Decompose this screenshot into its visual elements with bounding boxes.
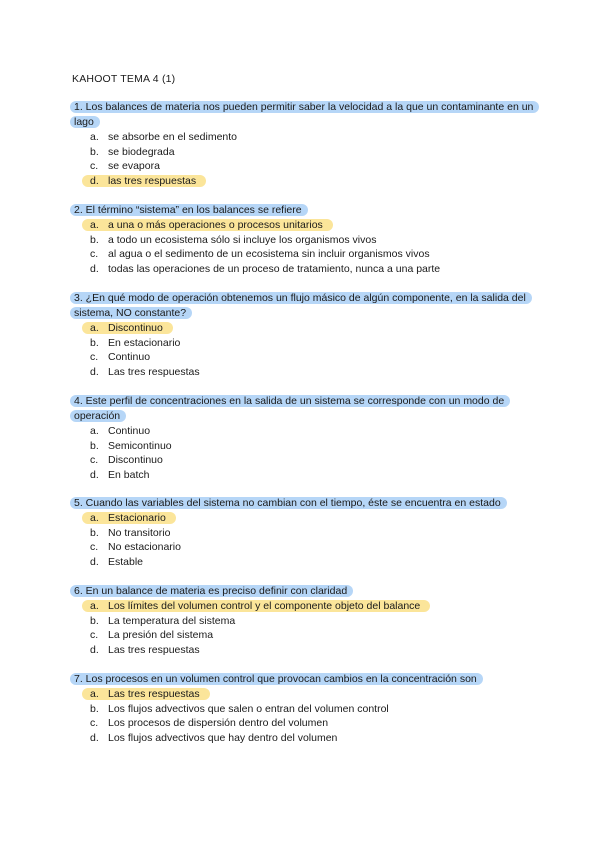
option-d: d. En batch [90,468,150,481]
question-text: 3. ¿En qué modo de operación obtenemos un flujo másico de algún componente, en la salida del sistema, NO constante? [70,292,532,319]
option-b: b. se biodegrada [90,145,175,158]
option-d: d. Los flujos advectivos que hay dentro del volumen [90,731,338,744]
question-text: 4. Este perfil de concentraciones en la salida de un sistema se corresponde con un modo de operación [70,395,510,422]
option-c: c. La presión del sistema [90,629,214,642]
option-b: b. Semicontinuo [90,439,172,452]
question-2 [66,203,536,276]
option-a: a. Continuo [90,425,151,437]
option-list [66,218,536,276]
option-a-correct: a. Los límites del volumen control y el componente objeto del balance [66,599,536,614]
option-a: a. se absorbe en el sedimento [90,131,237,143]
question-1 [66,100,536,188]
question-5 [66,496,536,569]
option-d: d. Estable [90,555,144,568]
option-d-correct: d. las tres respuestas [66,174,536,189]
option-a-correct: a. Discontinuo [66,321,536,336]
option-c: c. se evapora [90,160,160,173]
option-list [66,511,536,569]
option-a-correct: a. a una o más operaciones o procesos unitarios [66,218,536,233]
option-b: b. En estacionario [90,336,181,349]
question-7 [66,672,536,745]
option-list [66,321,536,379]
option-d: d. Las tres respuestas [90,365,200,378]
option-b: b. Los flujos advectivos que salen o entran del volumen control [90,702,389,715]
option-a-correct: a. Estacionario [66,511,536,526]
option-d: d. Las tres respuestas [90,643,200,656]
option-c: c. Discontinuo [90,454,163,467]
question-text: 1. Los balances de materia nos pueden permitir saber la velocidad a la que un contaminante en un lago [70,101,539,128]
option-b: b. a todo un ecosistema sólo si incluye los organismos vivos [90,233,377,246]
question-text: 5. Cuando las variables del sistema no cambian con el tiempo, éste se encuentra en estado [70,497,507,509]
option-c: c. Los procesos de dispersión dentro del volumen [90,717,329,730]
page-title: KAHOOT TEMA 4 (1) [72,73,176,85]
option-d: d. todas las operaciones de un proceso de tratamiento, nunca a una parte [90,262,441,275]
question-3 [66,291,536,379]
option-list [66,424,536,482]
option-list [66,599,536,657]
question-4 [66,394,536,482]
question-text: 2. El término “sistema” en los balances se refiere [70,204,308,216]
option-list [66,130,536,188]
option-a-correct: a. Las tres respuestas [66,687,536,702]
option-list [66,687,536,745]
option-c: c. al agua o el sedimento de un ecosistema sin incluir organismos vivos [90,248,430,261]
question-6 [66,584,536,657]
option-c: c. Continuo [90,351,151,364]
option-c: c. No estacionario [90,541,181,554]
option-b: b. No transitorio [90,526,171,539]
option-b: b. La temperatura del sistema [90,614,236,627]
question-text: 7. Los procesos en un volumen control que provocan cambios en la concentración son [70,673,483,685]
question-text: 6. En un balance de materia es preciso definir con claridad [70,585,353,597]
